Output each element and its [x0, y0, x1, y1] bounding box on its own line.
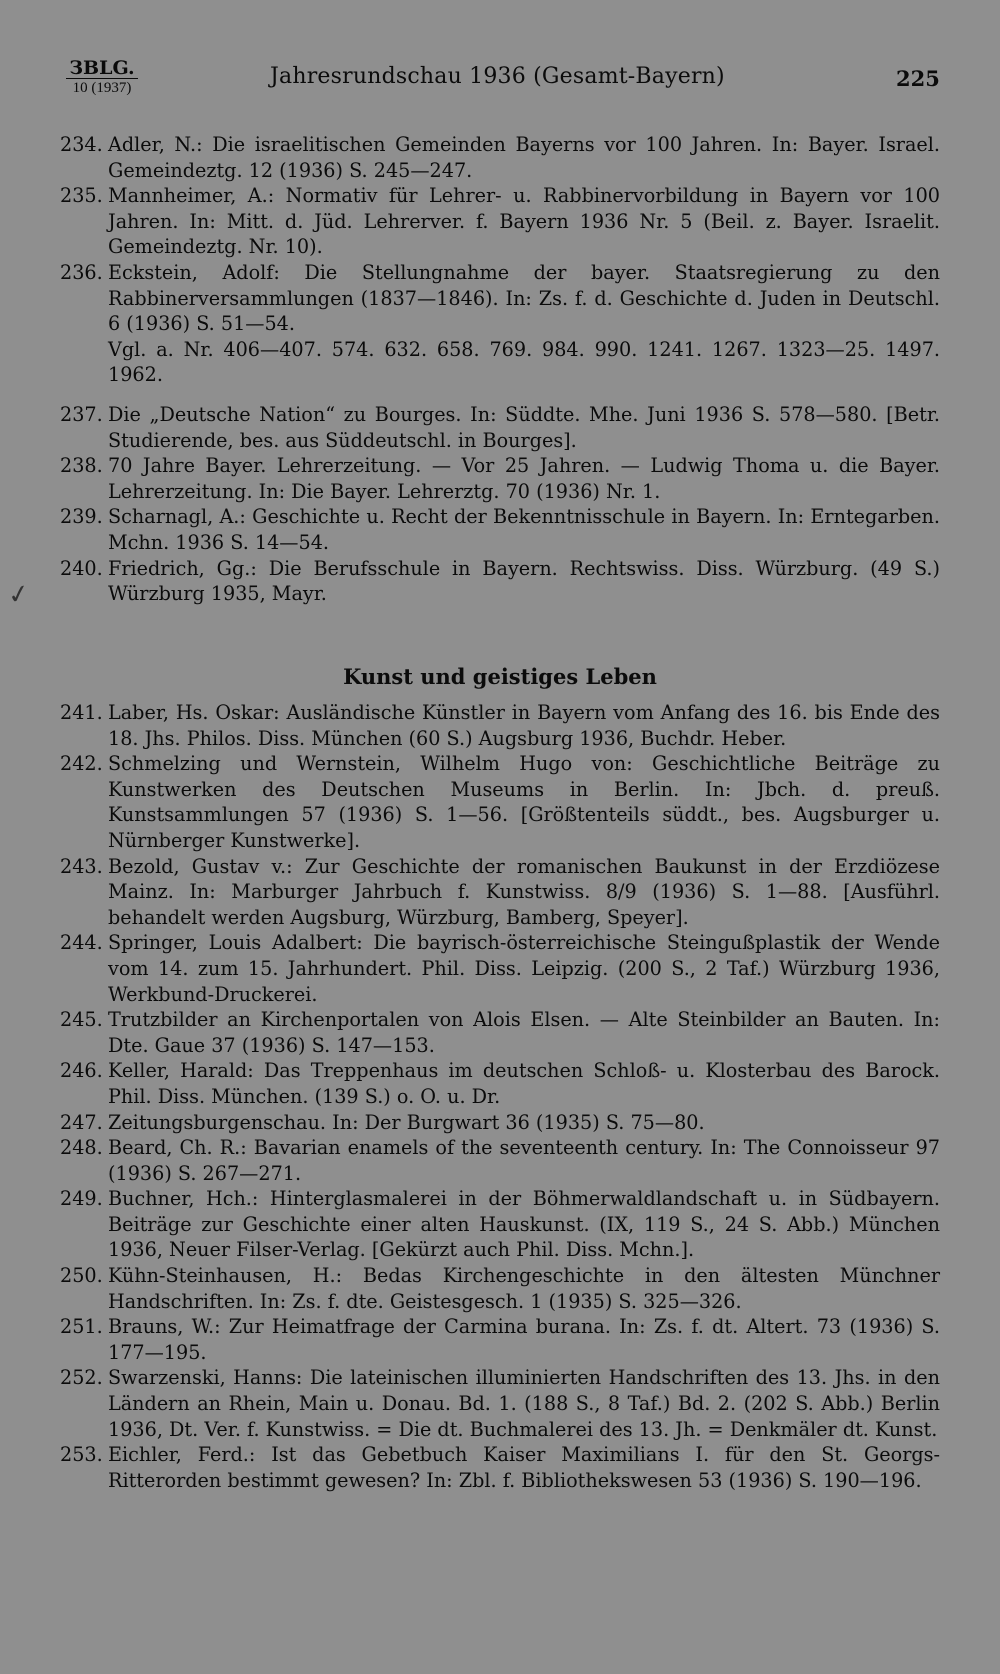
entry-text: Bezold, Gustav v.: Zur Geschichte der romanischen Baukunst in der Erzdiözese Mainz. In: Marburger Jahrbuch f. Kunstwiss. 8/9 (1936) S. 1—88. [Ausführl. behandelt werden Augsburg, Würzburg, Bamberg, Speyer].	[108, 854, 940, 929]
entry-number: 250.	[60, 1264, 103, 1288]
bibliography-entry	[60, 751, 940, 853]
entry-text: Friedrich, Gg.: Die Berufsschule in Bayern. Rechtswiss. Diss. Würzburg. (49 S.) Würzburg 1935, Mayr.	[108, 556, 940, 606]
entry-number: 245.	[60, 1008, 103, 1032]
page-number: 225	[896, 66, 940, 91]
entry-number: 252.	[60, 1366, 103, 1390]
entry-number: 240.	[60, 556, 103, 580]
bibliography-list-top	[60, 132, 940, 607]
entry-text: Scharnagl, A.: Geschichte u. Recht der Bekenntnisschule in Bayern. In: Erntegarben. Mchn. 1936 S. 14—54.	[108, 505, 940, 554]
running-title: Jahresrundschau 1936 (Gesamt-Bayern)	[270, 64, 725, 89]
bibliography-entry	[60, 700, 940, 751]
entry-number: 235.	[60, 184, 103, 208]
entry-text: Beard, Ch. R.: Bavarian enamels of the seventeenth century. In: The Connoisseur 97 (1936) S. 267—271.	[108, 1136, 940, 1185]
bibliography-entry	[60, 1314, 940, 1365]
entry-number: 242.	[60, 752, 103, 776]
entry-number: 246.	[60, 1059, 103, 1083]
entry-number: 241.	[60, 701, 103, 724]
entry-number: 249.	[60, 1187, 103, 1211]
section-heading: Kunst und geistiges Leben	[343, 664, 657, 689]
bibliography-entry	[60, 260, 940, 337]
bibliography-entry	[60, 854, 940, 931]
entry-text: Kühn-Steinhausen, H.: Bedas Kirchengeschichte in den ältesten Münchner Handschriften. In: Zs. f. dte. Geistesgesch. 1 (1935) S. 325—326.	[108, 1264, 940, 1313]
bibliography-entry	[60, 1442, 940, 1493]
entry-number: 234.	[60, 133, 103, 156]
bibliography-entry	[60, 930, 940, 1007]
entry-number: 237.	[60, 402, 103, 426]
bibliography-entry	[60, 556, 940, 607]
journal-abbr: ЗBLG.	[69, 57, 135, 79]
entry-number: 244.	[60, 931, 103, 955]
bibliography-entry	[60, 1058, 940, 1109]
entry-number: 251.	[60, 1315, 103, 1339]
bibliography-entry	[60, 504, 940, 555]
entry-text: Adler, N.: Die israelitischen Gemeinden Bayerns vor 100 Jahren. In: Bayer. Israel. Gemeindeztg. 12 (1936) S. 245—247.	[108, 133, 940, 182]
entry-text: Eckstein, Adolf: Die Stellungnahme der bayer. Staatsregierung zu den Rabbinerversammlungen (1837—1846). In: Zs. f. d. Geschichte d. Juden in Deutschl. 6 (1936) S. 51—54.	[108, 260, 940, 336]
entry-text: Keller, Harald: Das Treppenhaus im deutschen Schloß- u. Klosterbau des Barock. Phil. Diss. München. (139 S.) o. O. u. Dr.	[108, 1059, 940, 1108]
entry-text: Die „Deutsche Nation“ zu Bourges. In: Süddte. Mhe. Juni 1936 S. 578—580. [Betr. Studierende, bes. aus Süddeutschl. in Bourges].	[108, 402, 940, 452]
entry-text: Vgl. a. Nr. 406—407. 574. 632. 658. 769. 984. 990. 1241. 1267. 1323—25. 1497. 1962.	[108, 337, 940, 387]
bibliography-entry	[60, 337, 940, 388]
entry-text: 70 Jahre Bayer. Lehrerzeitung. — Vor 25 Jahren. — Ludwig Thoma u. die Bayer. Lehrerzeitung. In: Die Bayer. Lehrerztg. 70 (1936) Nr. 1.	[108, 454, 940, 503]
bibliography-entry	[60, 1365, 940, 1442]
margin-check-mark: ✓	[5, 578, 33, 612]
bibliography-entry	[60, 1263, 940, 1314]
entry-spacer	[60, 388, 940, 402]
entry-text: Buchner, Hch.: Hinterglasmalerei in der Böhmerwaldlandschaft u. in Südbayern. Beiträge zur Geschichte einer alten Hauskunst. (IX, 119 S., 24 S. Abb.) München 1936, Neuer Filser-Verlag. [Gekürzt auch Phil. Diss. Mchn.].	[108, 1187, 940, 1262]
bibliography-entry	[60, 402, 940, 453]
entry-number: 253.	[60, 1443, 103, 1467]
bibliography-entry	[60, 183, 940, 260]
entry-text: Swarzenski, Hanns: Die lateinischen illuminierten Handschriften des 13. Jhs. in den Ländern an Rhein, Main u. Donau. Bd. 1. (188 S., 8 Taf.) Bd. 2. (202 S. Abb.) Berlin 1936, Dt. Ver. f. Kunstwiss. = Die dt. Buchmalerei des 13. Jh. = Denkmäler dt. Kunst.	[108, 1366, 940, 1441]
bibliography-list-bottom	[60, 700, 940, 1493]
entry-text: Laber, Hs. Oskar: Ausländische Künstler in Bayern vom Anfang des 16. bis Ende des 18. Jhs. Philos. Diss. München (60 S.) Augsburg 1936, Buchdr. Heber.	[108, 701, 940, 750]
entry-number: 243.	[60, 854, 103, 878]
bibliography-entry	[60, 1135, 940, 1186]
bibliography-entry	[60, 1007, 940, 1058]
entry-text: Springer, Louis Adalbert: Die bayrisch-österreichische Steingußplastik der Wende vom 14. zum 15. Jahrhundert. Phil. Diss. Leipzig. (200 S., 2 Taf.) Würzburg 1936, Werkbund-Druckerei.	[108, 931, 940, 1006]
entry-text: Zeitungsburgenschau. In: Der Burgwart 36 (1935) S. 75—80.	[108, 1110, 705, 1134]
entry-text: Mannheimer, A.: Normativ für Lehrer- u. Rabbinervorbildung in Bayern vor 100 Jahren. In: Mitt. d. Jüd. Lehrerver. f. Bayern 1936 Nr. 5 (Beil. z. Bayer. Israelit. Gemeindeztg. Nr. 10).	[108, 184, 940, 259]
entry-number: 247.	[60, 1110, 103, 1134]
entry-number: 238.	[60, 454, 103, 478]
bibliography-entry	[60, 453, 940, 504]
journal-ref	[62, 58, 142, 97]
bibliography-entry	[60, 132, 940, 183]
entry-text: Brauns, W.: Zur Heimatfrage der Carmina burana. In: Zs. f. dt. Altert. 73 (1936) S. 177—195.	[108, 1315, 940, 1364]
journal-volume: 10 (1937)	[72, 80, 132, 96]
entry-number: 239.	[60, 505, 103, 529]
entry-text: Eichler, Ferd.: Ist das Gebetbuch Kaiser Maximilians I. für den St. Georgs-Ritterorden bestimmt gewesen? In: Zbl. f. Bibliothekswesen 53 (1936) S. 190—196.	[108, 1443, 940, 1492]
entry-number: 236.	[60, 260, 103, 284]
bibliography-entry	[60, 1186, 940, 1263]
entry-number: 248.	[60, 1136, 103, 1160]
entry-text: Schmelzing und Wernstein, Wilhelm Hugo von: Geschichtliche Beiträge zu Kunstwerken des Deutschen Museums in Berlin. In: Jbch. d. preuß. Kunstsammlungen 57 (1936) S. 1—56. [Größtenteils süddt., bes. Augsburger u. Nürnberger Kunstwerke].	[108, 752, 940, 852]
entry-text: Trutzbilder an Kirchenportalen von Alois Elsen. — Alte Steinbilder an Bauten. In: Dte. Gaue 37 (1936) S. 147—153.	[108, 1008, 940, 1057]
bibliography-entry	[60, 1110, 940, 1136]
